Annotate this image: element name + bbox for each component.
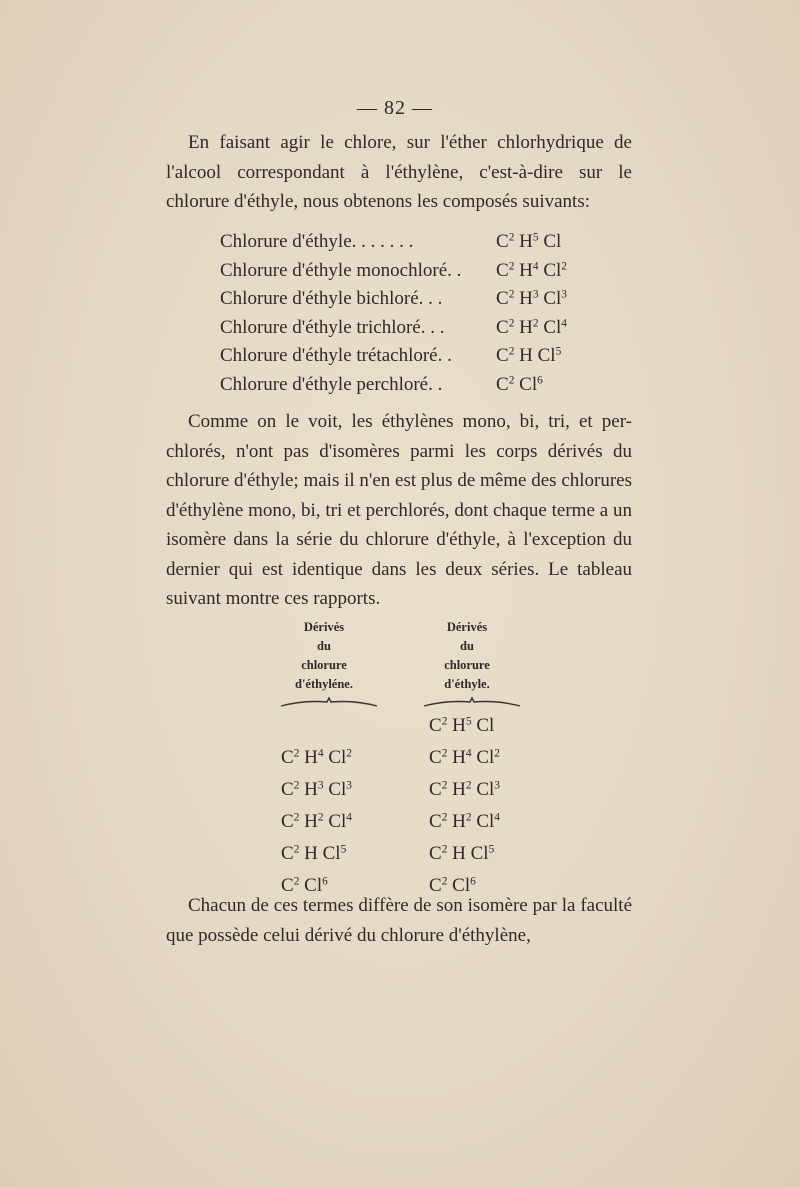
formula-subscript: 2 xyxy=(508,260,515,273)
formula-subscript: 4 xyxy=(317,747,324,760)
paragraph-intro xyxy=(166,128,632,217)
formula-element: H xyxy=(304,843,318,864)
table-column-ethyle xyxy=(429,710,500,902)
text-line: d'éthyle, à l'exception du dernier qui est identique dans xyxy=(166,529,633,580)
formula-element: Cl xyxy=(476,779,495,800)
formula-element: C xyxy=(429,811,442,832)
formula-element: H xyxy=(452,811,466,832)
table-column-ethylene xyxy=(281,742,352,902)
paragraph-isomers xyxy=(166,407,632,614)
table-cell-formula xyxy=(281,806,352,838)
formula-subscript: 2 xyxy=(441,779,448,792)
formula-subscript: 5 xyxy=(555,345,562,358)
compound-name: Chlorure d'éthyle monochloré. . xyxy=(220,259,462,281)
formula-subscript: 2 xyxy=(508,317,515,330)
text-line: chlorure d'éthyle, nous obtenons les composés suivants: xyxy=(166,191,590,212)
formula-subscript: 5 xyxy=(465,715,472,728)
compound-row xyxy=(220,314,620,343)
formula-element: C xyxy=(281,811,294,832)
compound-name: Chlorure d'éthyle trétachloré. . xyxy=(220,345,452,366)
formula-element: Cl xyxy=(328,779,347,800)
formula-subscript: 6 xyxy=(322,875,328,888)
compound-formula xyxy=(496,285,567,314)
formula-subscript: 2 xyxy=(346,747,352,760)
formula-subscript: 2 xyxy=(508,288,515,301)
formula-element: Cl xyxy=(304,875,323,896)
formula-element: Cl xyxy=(476,715,495,736)
compound-name: Chlorure d'éthyle trichloré. . . xyxy=(220,316,445,338)
formula-subscript: 6 xyxy=(537,374,543,387)
header-line: Dérivés xyxy=(446,620,488,634)
formula-subscript: 4 xyxy=(561,317,567,330)
formula-subscript: 5 xyxy=(488,843,495,856)
formula-element: C xyxy=(281,779,294,800)
formula-element: Cl xyxy=(543,259,562,281)
text-line: En faisant agir le chlore, sur l'éther chlorhydrique de xyxy=(188,132,632,153)
formula-element: Cl xyxy=(328,811,347,832)
header-line: du xyxy=(460,639,474,653)
formula-element: C xyxy=(281,747,294,768)
formula-element: C xyxy=(429,747,442,768)
formula-element: H xyxy=(452,715,466,736)
formula-element: Cl xyxy=(470,843,489,864)
compound-row xyxy=(220,228,620,257)
formula-element: H xyxy=(452,843,466,864)
header-line: chlorure xyxy=(301,658,347,672)
formula-subscript: 4 xyxy=(532,260,539,273)
compound-row xyxy=(220,342,620,371)
formula-element: Cl xyxy=(519,373,538,395)
formula-element: H xyxy=(304,779,318,800)
formula-subscript: 2 xyxy=(293,811,300,824)
formula-subscript: 2 xyxy=(293,747,300,760)
formula-element: C xyxy=(496,288,509,309)
table-cell-formula xyxy=(429,838,500,870)
formula-element: C xyxy=(429,875,442,896)
compound-formula xyxy=(496,314,567,343)
formula-element: Cl xyxy=(543,316,562,338)
formula-subscript: 3 xyxy=(346,779,352,792)
formula-subscript: 2 xyxy=(508,231,515,244)
text-line: Chacun de ces termes diffère de son isomère par la xyxy=(188,895,576,916)
formula-element: Cl xyxy=(476,747,495,768)
formula-subscript: 6 xyxy=(470,875,476,888)
brace-left xyxy=(279,695,379,709)
formula-element: Cl xyxy=(537,345,556,366)
formula-subscript: 2 xyxy=(465,779,472,792)
formula-element: Cl xyxy=(543,231,562,252)
formula-subscript: 2 xyxy=(494,747,500,760)
formula-element: H xyxy=(519,259,533,281)
formula-element: C xyxy=(496,231,509,252)
formula-subscript: 4 xyxy=(465,747,472,760)
formula-element: Cl xyxy=(328,747,347,768)
compound-row xyxy=(220,285,620,314)
page-number: — 82 — xyxy=(357,97,433,119)
formula-element: H xyxy=(452,747,466,768)
table-header-ethylene xyxy=(269,618,379,694)
formula-subscript: 2 xyxy=(317,811,324,824)
formula-subscript: 2 xyxy=(441,747,448,760)
text-line: chaque terme a un isomère dans la série du chlorure xyxy=(166,499,633,550)
formula-element: Cl xyxy=(476,811,495,832)
formula-subscript: 2 xyxy=(293,779,300,792)
header-line: d'éthyléne. xyxy=(295,677,353,691)
formula-subscript: 2 xyxy=(441,715,448,728)
text-line: l'alcool correspondant à l'éthylène, c'est-à-dire sur le xyxy=(166,161,632,183)
formula-subscript: 3 xyxy=(561,288,567,301)
compound-formula xyxy=(496,371,543,400)
formula-element: H xyxy=(519,345,533,366)
formula-element: C xyxy=(429,843,442,864)
brace-right xyxy=(422,695,522,709)
compound-formula xyxy=(496,342,561,371)
formula-subscript: 3 xyxy=(494,779,500,792)
formula-subscript: 3 xyxy=(532,288,539,301)
compound-formula xyxy=(496,257,567,286)
text-line: faculté que possède celui dérivé du chlorure d'éthylène, xyxy=(166,895,633,946)
formula-element: H xyxy=(304,747,318,768)
formula-element: H xyxy=(519,316,533,338)
compound-row xyxy=(220,371,620,400)
formula-element: Cl xyxy=(543,288,562,309)
formula-element: C xyxy=(429,715,442,736)
formula-subscript: 2 xyxy=(465,811,472,824)
text-line: Comme on le voit, les éthylènes mono, bi, tri, et per- xyxy=(188,411,632,432)
formula-element: C xyxy=(496,259,509,281)
formula-subscript: 2 xyxy=(441,811,448,824)
table-cell-formula xyxy=(429,806,500,838)
formula-subscript: 4 xyxy=(494,811,500,824)
formula-subscript: 2 xyxy=(508,374,515,387)
formula-subscript: 2 xyxy=(508,345,515,358)
table-header-ethyle xyxy=(412,618,522,694)
text-line: chlorés, n'ont pas d'isomères parmi les corps dérivés du xyxy=(166,440,632,462)
formula-element: C xyxy=(429,779,442,800)
formula-element: C xyxy=(281,843,294,864)
table-cell-formula xyxy=(281,774,352,806)
table-cell-formula xyxy=(281,742,352,774)
formula-subscript: 3 xyxy=(317,779,324,792)
formula-element: H xyxy=(304,811,318,832)
formula-subscript: 5 xyxy=(340,843,347,856)
compound-formula xyxy=(496,228,561,257)
formula-element: H xyxy=(519,288,533,309)
header-line: d'éthyle. xyxy=(444,677,490,691)
formula-subscript: 2 xyxy=(441,843,448,856)
header-line: Dérivés xyxy=(303,620,345,634)
formula-element: Cl xyxy=(452,875,471,896)
formula-subscript: 2 xyxy=(561,260,567,273)
formula-subscript: 4 xyxy=(346,811,352,824)
formula-element: H xyxy=(452,779,466,800)
table-cell-formula xyxy=(429,774,500,806)
compound-name: Chlorure d'éthyle. . . . . . . xyxy=(220,231,414,252)
compound-row xyxy=(220,257,620,286)
formula-subscript: 2 xyxy=(293,843,300,856)
formula-element: H xyxy=(519,231,533,252)
table-cell-formula xyxy=(429,710,500,742)
text-line: les deux séries. Le tableau suivant montre ces rapports. xyxy=(166,558,633,609)
table-cell-formula xyxy=(429,742,500,774)
formula-element: C xyxy=(496,345,509,366)
formula-element: C xyxy=(496,373,509,395)
table-cell-formula xyxy=(281,838,352,870)
formula-element: C xyxy=(496,316,509,338)
paragraph-conclusion xyxy=(166,891,632,950)
formula-subscript: 2 xyxy=(441,875,448,888)
compound-list xyxy=(220,228,620,399)
formula-subscript: 2 xyxy=(532,317,539,330)
text-line: chlorures d'éthylène mono, bi, tri et perchlorés, dont xyxy=(166,470,633,521)
formula-element: C xyxy=(281,875,294,896)
formula-subscript: 5 xyxy=(532,231,539,244)
compound-name: Chlorure d'éthyle bichloré. . . xyxy=(220,288,443,309)
header-line: chlorure xyxy=(444,658,490,672)
text-line: chlorure d'éthyle; mais il n'en est plus de même des xyxy=(166,470,557,491)
compound-name: Chlorure d'éthyle perchloré. . xyxy=(220,373,443,395)
formula-element: Cl xyxy=(322,843,341,864)
header-line: du xyxy=(317,639,331,653)
formula-subscript: 2 xyxy=(293,875,300,888)
